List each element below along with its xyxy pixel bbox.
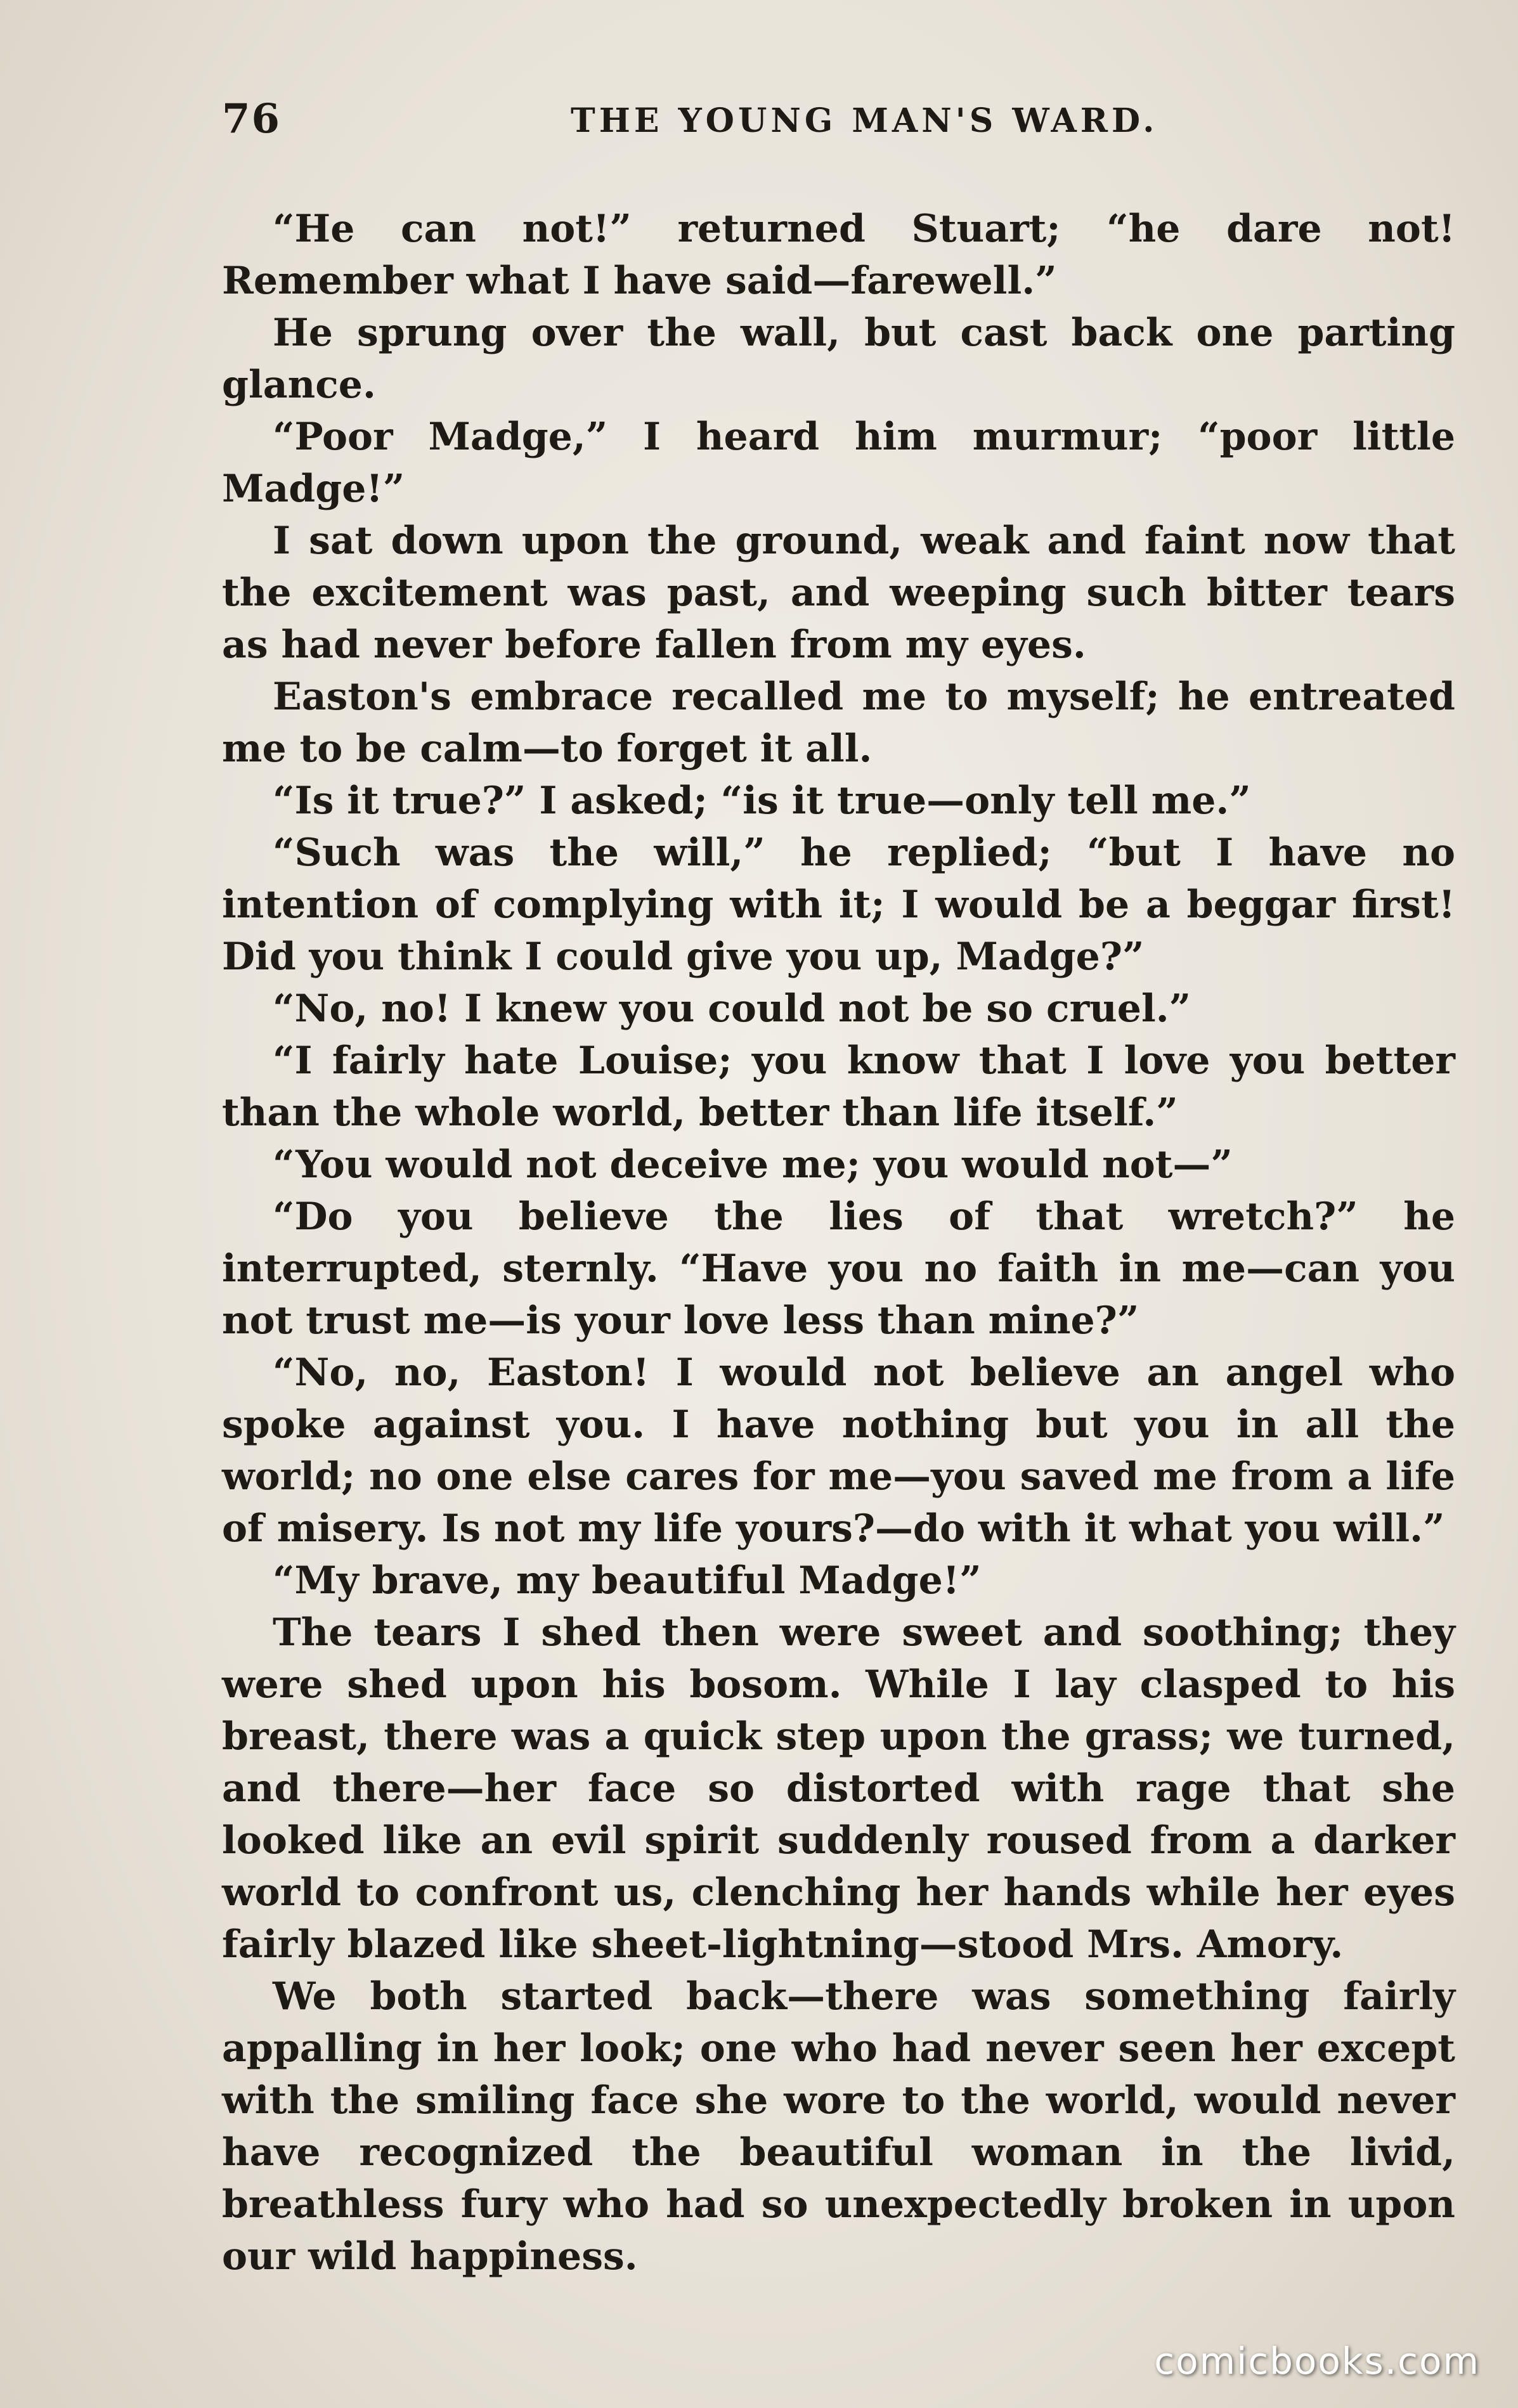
paragraph: “You would not deceive me; you would not—” [273, 1143, 1233, 1187]
paragraph: “Such was the will,” he replied; “but I have no intention of complying with it; I would be a beggar first! Did you think I could give you up, Madge?” [222, 831, 1455, 979]
paragraph: He sprung over the wall, but cast back one parting glance. [222, 311, 1455, 407]
paragraph: “I fairly hate Louise; you know that I love you better than the whole world, better than life itself.” [222, 1039, 1455, 1135]
paragraph: Easton's embrace recalled me to myself; he entreated me to be calm—to forget it all. [222, 675, 1455, 771]
paragraph: “He can not!” returned Stuart; “he dare not! Remember what I have said—farewell.” [222, 207, 1455, 303]
paragraph: “Is it true?” I asked; “is it true—only tell me.” [273, 779, 1251, 823]
running-head: THE YOUNG MAN'S WARD. [571, 101, 1158, 140]
paragraph: “Poor Madge,” I heard him murmur; “poor little Madge!” [222, 415, 1455, 511]
paragraph: I sat down upon the ground, weak and faint now that the excitement was past, and weeping such bitter tears as had never before fallen from my eyes. [222, 519, 1455, 667]
body-text [222, 203, 1455, 2282]
paragraph: “My brave, my beautiful Madge!” [273, 1558, 982, 1603]
paragraph: “No, no! I knew you could not be so cruel.” [273, 987, 1191, 1031]
paragraph: “Do you believe the lies of that wretch?” he interrupted, sternly. “Have you no faith in me—can you not trust me—is your love less than mine?” [222, 1194, 1455, 1343]
paragraph: “No, no, Easton! I would not believe an angel who spoke against you. I have nothing but you in all the world; no one else cares for me—you saved me from a life of misery. Is not my life yours?—do with it what you will.” [222, 1350, 1455, 1551]
paragraph: We both started back—there was something fairly appalling in her look; one who had never seen her except with the smiling face she wore to the world, would never have recognized the beautiful woman in the livid, breathless fury who had so unexpectedly broken in upon our wild happiness. [222, 1974, 1455, 2279]
paragraph: The tears I shed then were sweet and soothing; they were shed upon his bosom. While I lay clasped to his breast, there was a quick step upon the grass; we turned, and there—her face so distorted with rage that she looked like an evil spirit suddenly roused from a darker world to confront us, clenching her hands while her eyes fairly blazed like sheet-lightning—stood Mrs. Amory. [222, 1610, 1455, 1967]
page-header [222, 95, 1458, 146]
page-number: 76 [222, 95, 282, 143]
watermark: comicbooks.com [1154, 2340, 1480, 2383]
